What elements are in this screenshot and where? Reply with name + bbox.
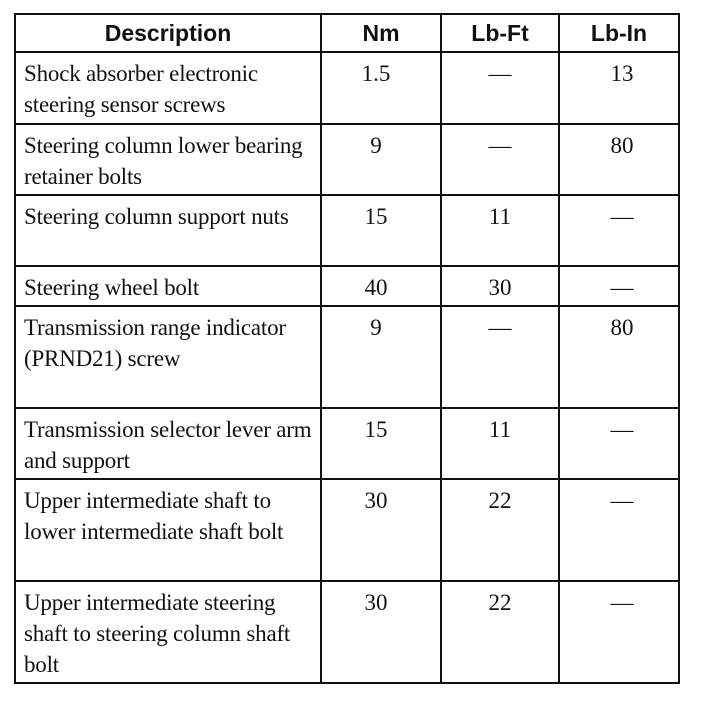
- cell-nm: 9: [321, 124, 441, 195]
- cell-lb-ft: —: [441, 52, 559, 124]
- header-description: Description: [15, 14, 321, 52]
- cell-lb-in: —: [559, 266, 679, 306]
- cell-lb-ft: —: [441, 124, 559, 195]
- table-row: [15, 195, 679, 266]
- cell-description: Steering column support nuts: [15, 195, 321, 266]
- cell-nm: 30: [321, 581, 441, 683]
- cell-lb-in: —: [559, 479, 679, 581]
- cell-nm: 9: [321, 306, 441, 408]
- cell-description: Steering wheel bolt: [15, 266, 321, 306]
- cell-lb-ft: 30: [441, 266, 559, 306]
- table-row: [15, 581, 679, 683]
- table-row: [15, 479, 679, 581]
- cell-nm: 40: [321, 266, 441, 306]
- cell-lb-ft: 11: [441, 408, 559, 479]
- cell-nm: 15: [321, 408, 441, 479]
- cell-description: Transmission range indicator (PRND21) screw: [15, 306, 321, 408]
- cell-lb-ft: 22: [441, 479, 559, 581]
- cell-lb-ft: 11: [441, 195, 559, 266]
- table-row: [15, 306, 679, 408]
- cell-description: Upper intermediate shaft to lower intermediate shaft bolt: [15, 479, 321, 581]
- header-nm: Nm: [321, 14, 441, 52]
- table-row: [15, 266, 679, 306]
- cell-lb-in: 13: [559, 52, 679, 124]
- cell-nm: 1.5: [321, 52, 441, 124]
- cell-lb-in: 80: [559, 306, 679, 408]
- cell-lb-in: —: [559, 408, 679, 479]
- cell-lb-in: —: [559, 195, 679, 266]
- table-row: [15, 408, 679, 479]
- cell-lb-ft: 22: [441, 581, 559, 683]
- table-row: [15, 52, 679, 124]
- cell-lb-in: 80: [559, 124, 679, 195]
- cell-lb-ft: —: [441, 306, 559, 408]
- cell-description: Shock absorber electronic steering sensor screws: [15, 52, 321, 124]
- torque-specifications-table: [14, 13, 680, 684]
- cell-description: Transmission selector lever arm and support: [15, 408, 321, 479]
- cell-description: Upper intermediate steering shaft to steering column shaft bolt: [15, 581, 321, 683]
- cell-description: Steering column lower bearing retainer bolts: [15, 124, 321, 195]
- header-row: [15, 14, 679, 52]
- header-lb-ft: Lb-Ft: [441, 14, 559, 52]
- cell-lb-in: —: [559, 581, 679, 683]
- cell-nm: 30: [321, 479, 441, 581]
- table-row: [15, 124, 679, 195]
- header-lb-in: Lb-In: [559, 14, 679, 52]
- cell-nm: 15: [321, 195, 441, 266]
